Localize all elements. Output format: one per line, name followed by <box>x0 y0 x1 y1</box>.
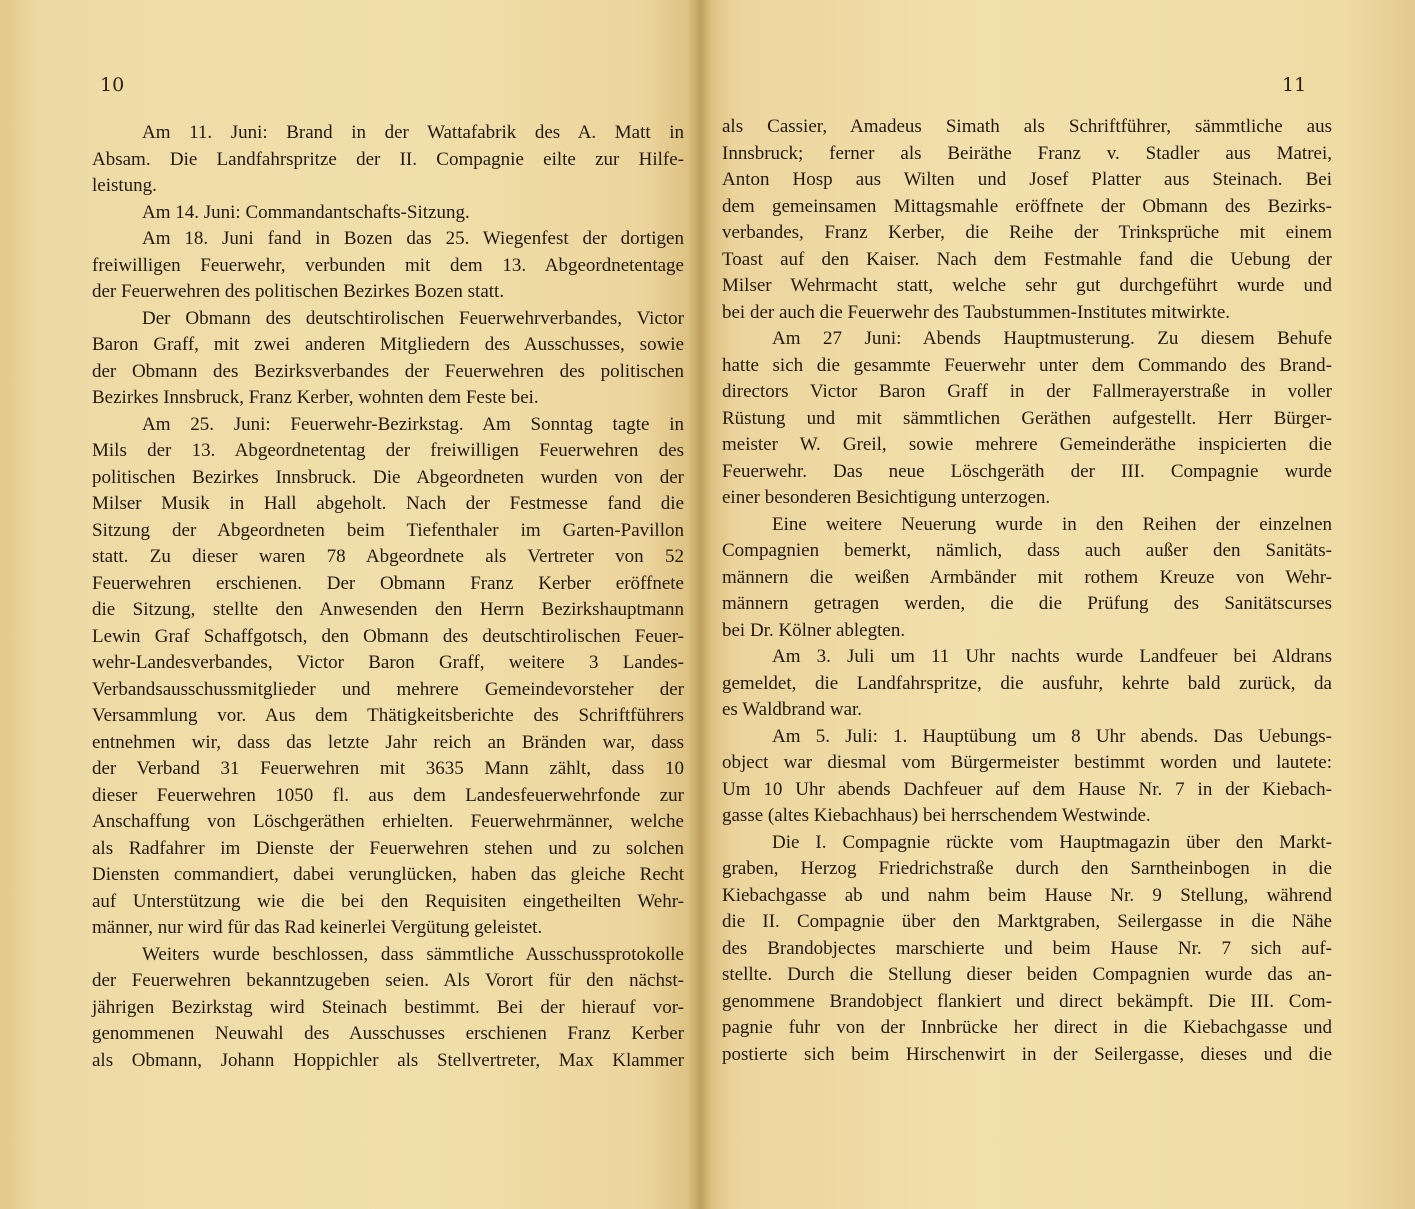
text-line: Die I. Compagnie rückte vom Hauptmagazin über den Markt- <box>772 831 1332 853</box>
text-line: Milser Wehrmacht statt, welche sehr gut durchgeführt wurde und <box>722 275 1332 296</box>
text-line: Am 18. Juni fand in Bozen das 25. Wiegenfest der dortigen <box>142 228 684 249</box>
text-line: Am 27 Juni: Abends Hauptmusterung. Zu diesem Behufe <box>772 328 1332 349</box>
text-line: auf Unterstützung wie die bei den Requisiten eingetheilten Wehr- <box>92 890 684 912</box>
text-line: object war diesmal vom Bürgermeister bestimmt worden und lautete: <box>722 752 1332 773</box>
text-line: die II. Compagnie über den Marktgraben, Seilergasse in die Nähe <box>722 911 1332 932</box>
text-line: Eine weitere Neuerung wurde in den Reihen der einzelnen <box>772 513 1332 535</box>
book-gutter <box>688 0 712 1209</box>
text-line: graben, Herzog Friedrichstraße durch den Sarntheinbogen in die <box>722 858 1332 879</box>
text-line: als Obmann, Johann Hoppichler als Stellvertreter, Max Klammer <box>92 1049 684 1071</box>
text-line: Milser Musik in Hall abgeholt. Nach der Festmesse fand die <box>92 493 684 514</box>
text-line: Anschaffung von Löschgeräthen erhielten. Feuerwehrmänner, welche <box>92 811 684 832</box>
text-line: es Waldbrand war. <box>722 699 863 720</box>
left-page-number: 10 <box>100 74 125 96</box>
text-line: der Verband 31 Feuerwehren mit 3635 Mann zählt, dass 10 <box>92 758 684 779</box>
text-line: meister W. Greil, sowie mehrere Gemeinderäthe inspicierten die <box>722 434 1332 455</box>
text-line: Verbandsausschussmitglieder und mehrere Gemeindevorsteher der <box>92 678 684 700</box>
text-line: Lewin Graf Schaffgotsch, den Obmann des deutschtirolischen Feuer- <box>92 625 684 647</box>
text-line: der Feuerwehren bekanntzugeben seien. Als Vorort für den nächst- <box>92 970 684 991</box>
right-page-body <box>722 114 1332 1068</box>
text-line: Bezirkes Innsbruck, Franz Kerber, wohnten dem Feste bei. <box>92 387 539 408</box>
text-line: männern getragen werden, die die Prüfung des Sanitätscurses <box>722 593 1332 614</box>
text-line: pagnie fuhr von der Innbrücke her direct in die Kiebachgasse und <box>722 1017 1332 1038</box>
text-line: der Obmann des Bezirksverbandes der Feuerwehren des politischen <box>92 360 684 382</box>
text-line: Um 10 Uhr abends Dachfeuer auf dem Hause Nr. 7 in der Kiebach- <box>722 778 1332 800</box>
text-line: Feuerwehr. Das neue Löschgeräth der III. Compagnie wurde <box>722 460 1332 482</box>
text-line: Weiters wurde beschlossen, dass sämmtliche Ausschussprotokolle <box>142 943 684 965</box>
text-line: Absam. Die Landfahrspritze der II. Compagnie eilte zur Hilfe- <box>92 148 684 170</box>
text-line: Diensten commandiert, dabei verunglücken, haben das gleiche Recht <box>92 864 684 885</box>
text-line: Innsbruck; ferner als Beiräthe Franz v. Stadler aus Matrei, <box>722 142 1332 164</box>
text-line: Rüstung und mit sämmtlichen Geräthen aufgestellt. Herr Bürger- <box>722 407 1332 429</box>
text-line: des Brandobjectes marschierte und beim Hause Nr. 7 sich auf- <box>722 937 1332 959</box>
text-line: Am 5. Juli: 1. Hauptübung um 8 Uhr abends. Das Uebungs- <box>772 725 1332 747</box>
text-line: gasse (altes Kiebachhaus) bei herrschendem Westwinde. <box>722 805 1151 826</box>
text-line: die Sitzung, stellte den Anwesenden den Herrn Bezirkshauptmann <box>92 599 684 620</box>
text-line: Versammlung vor. Aus dem Thätigkeitsberichte des Schriftführers <box>92 705 684 726</box>
text-line: Sitzung der Abgeordneten beim Tiefenthaler im Garten-Pavillon <box>92 519 684 541</box>
text-line: Compagnien bemerkt, nämlich, dass auch außer den Sanitäts- <box>722 540 1332 561</box>
text-line: hatte sich die gesammte Feuerwehr unter dem Commando des Brand- <box>722 354 1332 376</box>
text-line: männern die weißen Armbänder mit rothem Kreuze von Wehr- <box>722 566 1332 588</box>
text-line: jährigen Bezirkstag wird Steinach bestimmt. Bei der hierauf vor- <box>92 996 684 1018</box>
text-line: Baron Graff, mit zwei anderen Mitgliedern des Ausschusses, sowie <box>92 334 684 355</box>
text-line: entnehmen wir, dass das letzte Jahr reich an Bränden war, dass <box>92 731 684 753</box>
right-page <box>700 0 1415 1209</box>
text-line: statt. Zu dieser waren 78 Abgeordnete als Vertreter von 52 <box>92 546 684 567</box>
text-line: postierte sich beim Hirschenwirt in der Seilergasse, dieses und die <box>722 1043 1332 1065</box>
text-line: Am 11. Juni: Brand in der Wattafabrik des A. Matt in <box>142 122 684 143</box>
left-page <box>0 0 700 1209</box>
text-line: gemeldet, die Landfahrspritze, die ausfuhr, kehrte bald zurück, da <box>722 672 1332 694</box>
text-line: genommenen Neuwahl des Ausschusses erschienen Franz Kerber <box>92 1023 684 1044</box>
right-page-number: 11 <box>1282 74 1307 96</box>
text-line: dieser Feuerwehren 1050 fl. aus dem Landesfeuerwehrfonde zur <box>92 784 684 806</box>
text-line: freiwilligen Feuerwehr, verbunden mit dem 13. Abgeordnetentage <box>92 254 684 276</box>
text-line: Am 14. Juni: Commandantschafts-Sitzung. <box>142 201 470 223</box>
text-line: Am 25. Juni: Feuerwehr-Bezirkstag. Am Sonntag tagte in <box>142 413 684 435</box>
text-line: als Cassier, Amadeus Simath als Schriftführer, sämmtliche aus <box>722 116 1332 137</box>
text-line: stellte. Durch die Stellung dieser beiden Compagnien wurde das an- <box>722 964 1332 985</box>
text-line: einer besonderen Besichtigung unterzogen. <box>722 487 1051 508</box>
text-line: Feuerwehren erschienen. Der Obmann Franz Kerber eröffnete <box>92 572 684 594</box>
left-page-body <box>92 120 684 1074</box>
text-line: bei Dr. Kölner ablegten. <box>722 619 906 641</box>
text-line: männer, nur wird für das Rad keinerlei Vergütung geleistet. <box>92 917 543 938</box>
text-line: Toast auf den Kaiser. Nach dem Festmahle fand die Uebung der <box>722 248 1332 270</box>
text-line: Mils der 13. Abgeordnetentag der freiwilligen Feuerwehren des <box>92 440 684 461</box>
text-line: politischen Bezirkes Innsbruck. Die Abgeordneten wurden von der <box>92 466 684 488</box>
text-line: directors Victor Baron Graff in der Fallmerayerstraße in voller <box>722 381 1332 402</box>
text-line: leistung. <box>92 175 157 196</box>
text-line: der Feuerwehren des politischen Bezirkes Bozen statt. <box>92 281 505 302</box>
text-line: als Radfahrer im Dienste der Feuerwehren stehen und zu solchen <box>92 837 684 859</box>
text-line: verbandes, Franz Kerber, die Reihe der Trinksprüche mit einem <box>722 222 1332 243</box>
text-line: genommene Brandobject flankiert und direct bekämpft. Die III. Com- <box>722 990 1332 1012</box>
text-line: Anton Hosp aus Wilten und Josef Platter aus Steinach. Bei <box>722 169 1332 190</box>
text-line: dem gemeinsamen Mittagsmahle eröffnete der Obmann des Bezirks- <box>722 195 1332 217</box>
text-line: wehr-Landesverbandes, Victor Baron Graff, weitere 3 Landes- <box>92 652 684 673</box>
text-line: Der Obmann des deutschtirolischen Feuerwehrverbandes, Victor <box>142 307 684 329</box>
text-line: Am 3. Juli um 11 Uhr nachts wurde Landfeuer bei Aldrans <box>772 646 1332 667</box>
text-line: bei der auch die Feuerwehr des Taubstummen-Institutes mitwirkte. <box>722 301 1231 323</box>
text-line: Kiebachgasse ab und nahm beim Hause Nr. 9 Stellung, während <box>722 884 1332 906</box>
